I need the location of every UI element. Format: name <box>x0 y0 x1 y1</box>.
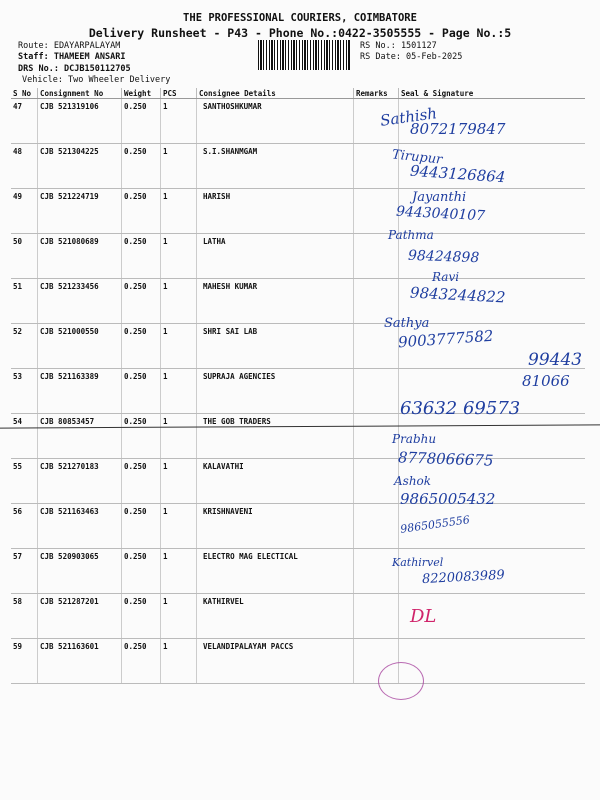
signature: Pathma <box>388 228 434 242</box>
table-row <box>11 414 585 459</box>
cell-weight: 0.250 <box>122 99 161 144</box>
signature-phone: 99443 <box>528 350 583 370</box>
col-consignee: Consignee Details <box>197 88 354 99</box>
col-remarks: Remarks <box>354 88 399 99</box>
signature: Kathirvel <box>392 556 444 569</box>
cell-weight: 0.250 <box>122 189 161 234</box>
cell-sno: 53 <box>11 369 38 414</box>
signature-phone: 81066 <box>522 372 570 390</box>
cell-consignment: CJB 521287201 <box>38 594 122 639</box>
cell-weight: 0.250 <box>122 504 161 549</box>
table-row <box>11 324 585 369</box>
cell-remarks <box>354 459 399 504</box>
signature-phone: 9443040107 <box>395 203 486 225</box>
staff-label: Staff: THAMEEM ANSARI <box>18 52 126 62</box>
dl-mark: DL <box>410 606 437 627</box>
cell-consignment: CJB 521163463 <box>38 504 122 549</box>
cell-weight: 0.250 <box>122 324 161 369</box>
signature-phone: 9865005432 <box>400 490 496 508</box>
signature-phone: 9865055556 <box>399 513 471 536</box>
barcode <box>258 40 350 70</box>
cell-weight: 0.250 <box>122 594 161 639</box>
cell-sno: 54 <box>11 414 38 459</box>
cell-weight: 0.250 <box>122 234 161 279</box>
cell-sno: 48 <box>11 144 38 189</box>
signature: Sathya <box>384 316 430 331</box>
cell-consignment: CJB 521319106 <box>38 99 122 144</box>
signature-phone: 8778066675 <box>397 448 494 470</box>
route-label: Route: EDAYARPALAYAM <box>18 41 121 51</box>
signature: Ravi <box>432 270 460 284</box>
cell-consignee: HARISH <box>197 189 354 234</box>
signature-phone: 63632 69573 <box>400 398 521 419</box>
cell-pcs: 1 <box>161 639 197 684</box>
cell-consignee: SHRI SAI LAB <box>197 324 354 369</box>
cell-consignee: KRISHNAVENI <box>197 504 354 549</box>
cell-sno: 58 <box>11 594 38 639</box>
cell-remarks <box>354 369 399 414</box>
company-title: THE PROFESSIONAL COURIERS, COIMBATORE <box>183 12 417 24</box>
cell-consignee: KATHIRVEL <box>197 594 354 639</box>
col-consignment: Consignment No <box>38 88 122 99</box>
cell-sno: 50 <box>11 234 38 279</box>
signature: Sathish <box>379 104 439 130</box>
signature-phone: 9003777582 <box>397 326 494 352</box>
signature-phone: 9443126864 <box>409 161 506 187</box>
cell-pcs: 1 <box>161 459 197 504</box>
cell-weight: 0.250 <box>122 144 161 189</box>
vehicle-label: Vehicle: Two Wheeler Delivery <box>22 75 171 85</box>
cell-pcs: 1 <box>161 369 197 414</box>
cell-consignment: CJB 521163389 <box>38 369 122 414</box>
cell-consignment: CJB 520903065 <box>38 549 122 594</box>
cell-remarks <box>354 594 399 639</box>
drs-label: DRS No.: DCJB150112705 <box>18 64 131 74</box>
col-signature: Seal & Signature <box>399 88 586 99</box>
cell-sno: 59 <box>11 639 38 684</box>
cell-consignment: CJB 521163601 <box>38 639 122 684</box>
col-pcs: PCS <box>161 88 197 99</box>
cell-consignee: LATHA <box>197 234 354 279</box>
table-header <box>11 88 585 99</box>
cell-sno: 51 <box>11 279 38 324</box>
cell-sno: 55 <box>11 459 38 504</box>
cell-consignment: CJB 521304225 <box>38 144 122 189</box>
cell-pcs: 1 <box>161 504 197 549</box>
table-row <box>11 504 585 549</box>
cell-consignee: SANTHOSHKUMAR <box>197 99 354 144</box>
cell-weight: 0.250 <box>122 459 161 504</box>
table-row <box>11 459 585 504</box>
cell-remarks <box>354 504 399 549</box>
runsheet-title: Delivery Runsheet - P43 - Phone No.:0422-3505555 - Page No.:5 <box>88 26 512 40</box>
cell-consignment: CJB 521270183 <box>38 459 122 504</box>
cell-pcs: 1 <box>161 99 197 144</box>
stamp <box>378 662 424 700</box>
signature: Ashok <box>394 474 432 488</box>
cell-consignment: CJB 80853457 <box>38 414 122 459</box>
signature-phone: 8072179847 <box>410 120 506 138</box>
cell-consignee: S.I.SHANMGAM <box>197 144 354 189</box>
table-row <box>11 189 585 234</box>
rs-no-label: RS No.: 1501127 <box>360 41 437 51</box>
cell-consignee: VELANDIPALAYAM PACCS <box>197 639 354 684</box>
col-weight: Weight <box>122 88 161 99</box>
cell-consignee: KALAVATHI <box>197 459 354 504</box>
cell-pcs: 1 <box>161 594 197 639</box>
cell-consignment: CJB 521224719 <box>38 189 122 234</box>
cell-consignee: MAHESH KUMAR <box>197 279 354 324</box>
signature-phone: 8220083989 <box>421 567 506 588</box>
cell-sno: 56 <box>11 504 38 549</box>
cell-weight: 0.250 <box>122 414 161 459</box>
cell-pcs: 1 <box>161 189 197 234</box>
cell-weight: 0.250 <box>122 639 161 684</box>
cell-pcs: 1 <box>161 324 197 369</box>
table-row <box>11 234 585 279</box>
cell-sno: 47 <box>11 99 38 144</box>
cell-sno: 49 <box>11 189 38 234</box>
cell-remarks <box>354 189 399 234</box>
cell-weight: 0.250 <box>122 549 161 594</box>
cell-sno: 57 <box>11 549 38 594</box>
cell-pcs: 1 <box>161 144 197 189</box>
rs-date-label: RS Date: 05-Feb-2025 <box>360 52 463 62</box>
cell-consignment: CJB 521000550 <box>38 324 122 369</box>
cell-pcs: 1 <box>161 234 197 279</box>
table-row <box>11 639 585 684</box>
cell-pcs: 1 <box>161 549 197 594</box>
cell-pcs: 1 <box>161 414 197 459</box>
col-sno: S No <box>11 88 38 99</box>
cell-consignment: CJB 521080689 <box>38 234 122 279</box>
signature: Tirupur <box>391 147 443 168</box>
signature: Jayanthi <box>412 190 467 205</box>
cell-consignee: THE GOB TRADERS <box>197 414 354 459</box>
table-row <box>11 594 585 639</box>
cell-weight: 0.250 <box>122 279 161 324</box>
cell-consignment: CJB 521233456 <box>38 279 122 324</box>
cell-signature <box>399 639 586 684</box>
cell-pcs: 1 <box>161 279 197 324</box>
signature: Prabhu <box>392 432 437 446</box>
cell-weight: 0.250 <box>122 369 161 414</box>
signature-phone: 9843244822 <box>409 283 506 307</box>
cell-sno: 52 <box>11 324 38 369</box>
cell-consignee: SUPRAJA AGENCIES <box>197 369 354 414</box>
signature-phone: 98424898 <box>407 247 480 267</box>
cell-consignee: ELECTRO MAG ELECTICAL <box>197 549 354 594</box>
